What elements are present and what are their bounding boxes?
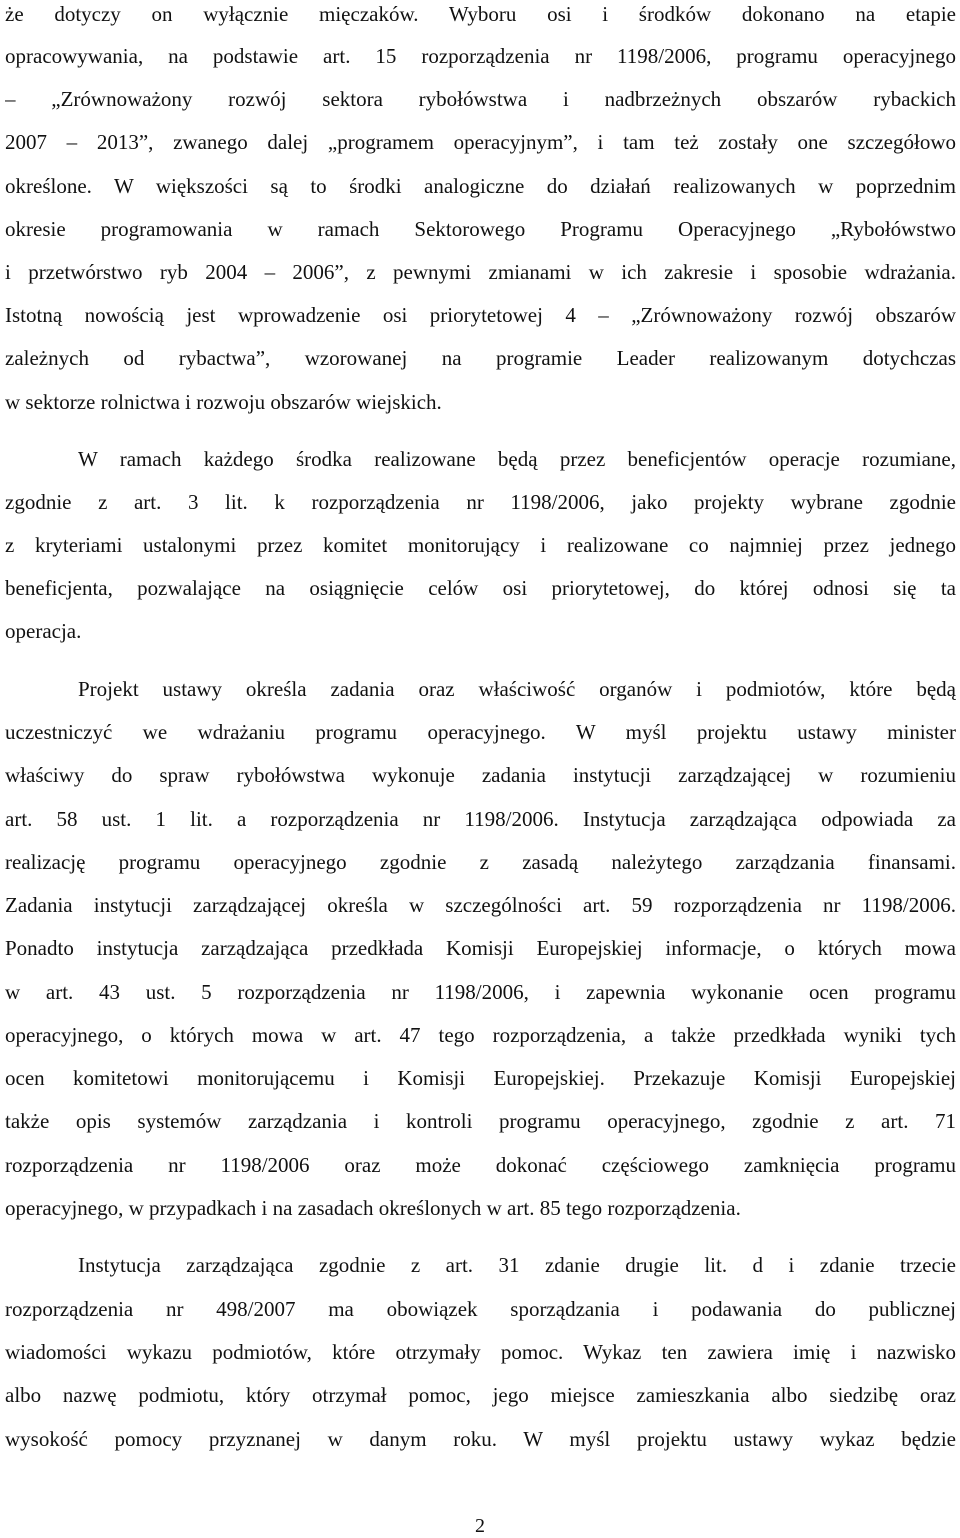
text-line: także opis systemów zarządzania i kontroli programu operacyjnego, zgodnie z art. 71: [5, 1109, 956, 1133]
page-number: 2: [475, 1515, 485, 1537]
text-line: opracowywania, na podstawie art. 15 rozporządzenia nr 1198/2006, programu operacyjnego: [5, 44, 956, 68]
text-line: wiadomości wykazu podmiotów, które otrzymały pomoc. Wykaz ten zawiera imię i nazwisko: [5, 1340, 956, 1364]
text-line: zależnych od rybactwa”, wzorowanej na programie Leader realizowanym dotychczas: [5, 346, 956, 370]
text-line: Projekt ustawy określa zadania oraz właściwość organów i podmiotów, które będą: [78, 677, 956, 701]
text-line: z kryteriami ustalonymi przez komitet monitorujący i realizowane co najmniej przez jednego: [5, 533, 956, 557]
text-line: okresie programowania w ramach Sektorowego Programu Operacyjnego „Rybołówstwo: [5, 217, 956, 241]
text-line: i przetwórstwo ryb 2004 – 2006”, z pewnymi zmianami w ich zakresie i sposobie wdrażania.: [5, 260, 956, 284]
text-line: właściwy do spraw rybołówstwa wykonuje zadania instytucji zarządzającej w rozumieniu: [5, 763, 956, 787]
text-line: beneficjenta, pozwalające na osiągnięcie celów osi priorytetowej, do której odnosi się ta: [5, 576, 956, 600]
text-line: wysokość pomocy przyznanej w danym roku. W myśl projektu ustawy wykaz będzie: [5, 1427, 956, 1451]
text-line: ocen komitetowi monitorującemu i Komisji Europejskiej. Przekazuje Komisji Europejskiej: [5, 1066, 956, 1090]
text-line: w art. 43 ust. 5 rozporządzenia nr 1198/2006, i zapewnia wykonanie ocen programu: [5, 980, 956, 1004]
text-line: rozporządzenia nr 1198/2006 oraz może dokonać częściowego zamknięcia programu: [5, 1153, 956, 1177]
text-line: zgodnie z art. 3 lit. k rozporządzenia nr 1198/2006, jako projekty wybrane zgodnie: [5, 490, 956, 514]
text-line: operacyjnego, w przypadkach i na zasadach określonych w art. 85 tego rozporządzenia.: [5, 1196, 741, 1220]
text-line: że dotyczy on wyłącznie mięczaków. Wyboru osi i środków dokonano na etapie: [5, 2, 956, 26]
text-line: art. 58 ust. 1 lit. a rozporządzenia nr 1198/2006. Instytucja zarządzająca odpowiada za: [5, 807, 956, 831]
text-line: W ramach każdego środka realizowane będą przez beneficjentów operacje rozumiane,: [78, 447, 956, 471]
text-line: realizację programu operacyjnego zgodnie z zasadą należytego zarządzania finansami.: [5, 850, 956, 874]
text-line: w sektorze rolnictwa i rozwoju obszarów wiejskich.: [5, 390, 442, 414]
text-line: operacyjnego, o których mowa w art. 47 tego rozporządzenia, a także przedkłada wyniki tych: [5, 1023, 956, 1047]
text-line: Zadania instytucji zarządzającej określa w szczególności art. 59 rozporządzenia nr 1198/2006.: [5, 893, 956, 917]
text-line: Istotną nowością jest wprowadzenie osi priorytetowej 4 – „Zrównoważony rozwój obszarów: [5, 303, 956, 327]
text-line: albo nazwę podmiotu, który otrzymał pomoc, jego miejsce zamieszkania albo siedzibę oraz: [5, 1383, 956, 1407]
text-line: Ponadto instytucja zarządzająca przedkłada Komisji Europejskiej informacje, o których mowa: [5, 936, 956, 960]
text-line: 2007 – 2013”, zwanego dalej „programem operacyjnym”, i tam też zostały one szczegółowo: [5, 130, 956, 154]
text-line: operacja.: [5, 619, 82, 643]
text-line: – „Zrównoważony rozwój sektora rybołówstwa i nadbrzeżnych obszarów rybackich: [5, 87, 956, 111]
text-line: rozporządzenia nr 498/2007 ma obowiązek sporządzania i podawania do publicznej: [5, 1297, 956, 1321]
text-line: Instytucja zarządzająca zgodnie z art. 31 zdanie drugie lit. d i zdanie trzecie: [78, 1253, 956, 1277]
text-line: określone. W większości są to środki analogiczne do działań realizowanych w poprzednim: [5, 174, 956, 198]
text-line: uczestniczyć we wdrażaniu programu operacyjnego. W myśl projektu ustawy minister: [5, 720, 956, 744]
